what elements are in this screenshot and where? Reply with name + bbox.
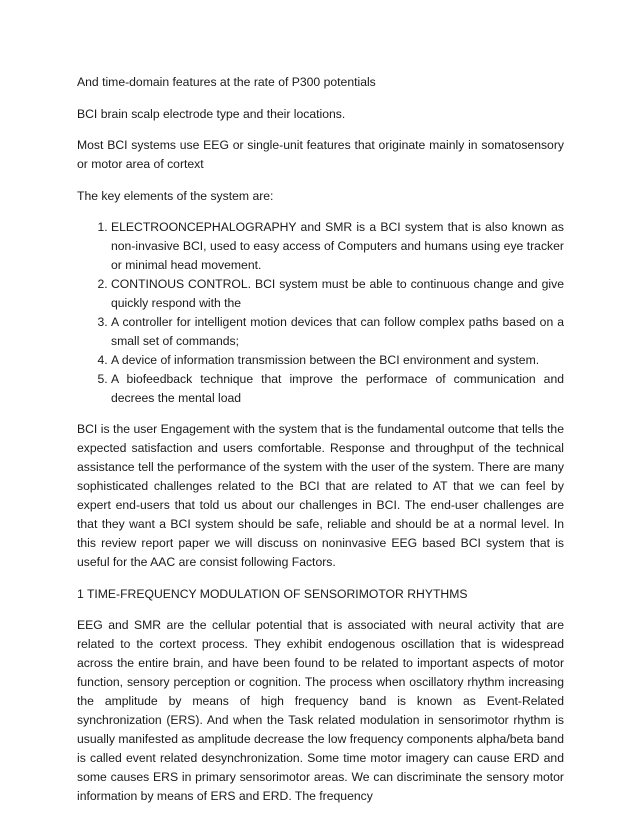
intro-line-electrodes: BCI brain scalp electrode type and their locations.: [77, 106, 346, 121]
list-item: 2. CONTINOUS CONTROL. BCI system must be able to continuous change and give quickly respond with the: [111, 275, 564, 313]
list-item: 3. A controller for intelligent motion devices that can follow complex paths based on a small set of commands;: [111, 313, 564, 351]
paragraph-key-elements: The key elements of the system are:: [77, 188, 274, 203]
list-item: 1. ELECTROONCEPHALOGRAPHY and SMR is a BCI system that is also known as non-invasive BCI, used to easy access of Computers and humans using eye tracker or minimal head movement.: [111, 218, 564, 275]
document-body: [77, 73, 564, 819]
section-heading: 1 TIME-FREQUENCY MODULATION OF SENSORIMOTOR RHYTHMS: [77, 586, 468, 601]
paragraph-eeg-smr: EEG and SMR are the cellular potential that is associated with neural activity that are related to the cortext process. They exhibit endogenous oscillation that is widespread across the entire brain, and have been found to be related to important aspects of motor function, sensory perception or cognition. The process when oscillatory rhythm increasing the amplitude by means of high frequency band is known as Event-Related synchronization (ERS). And when the Task related modulation in sensorimotor rhythm is usually manifested as amplitude decrease the low frequency components alpha/beta band is called event related desynchronization. Some time motor imagery can cause ERD and some causes ERS in primary sensorimotor areas. We can discriminate the sensory motor information by means of ERS and ERD. The frequency: [77, 618, 564, 803]
list-item: 5. A biofeedback technique that improve the performace of communication and decrees the mental load: [111, 370, 564, 408]
paragraph-user-engagement: BCI is the user Engagement with the system that is the fundamental outcome that tells the expected satisfaction and users comfortable. Response and throughput of the technical assistance tell the performance of the system with the user of the system. There are many sophisticated challenges related to the BCI that are related to AT that we can feel by expert end-users that told us about our challenges in BCI. The end-user challenges are that they want a BCI system should be safe, reliable and should be at a normal level. In this review report paper we will discuss on noninvasive EEG based BCI system that is useful for the AAC are consist following Factors.: [77, 422, 564, 569]
intro-line-p300: And time-domain features at the rate of P300 potentials: [77, 75, 376, 89]
paragraph-bci-features: Most BCI systems use EEG or single-unit features that originate mainly in somatosensory or motor area of cortext: [77, 138, 564, 171]
list-item: 4. A device of information transmission between the BCI environment and system.: [111, 351, 564, 370]
key-elements-list: [77, 218, 564, 408]
